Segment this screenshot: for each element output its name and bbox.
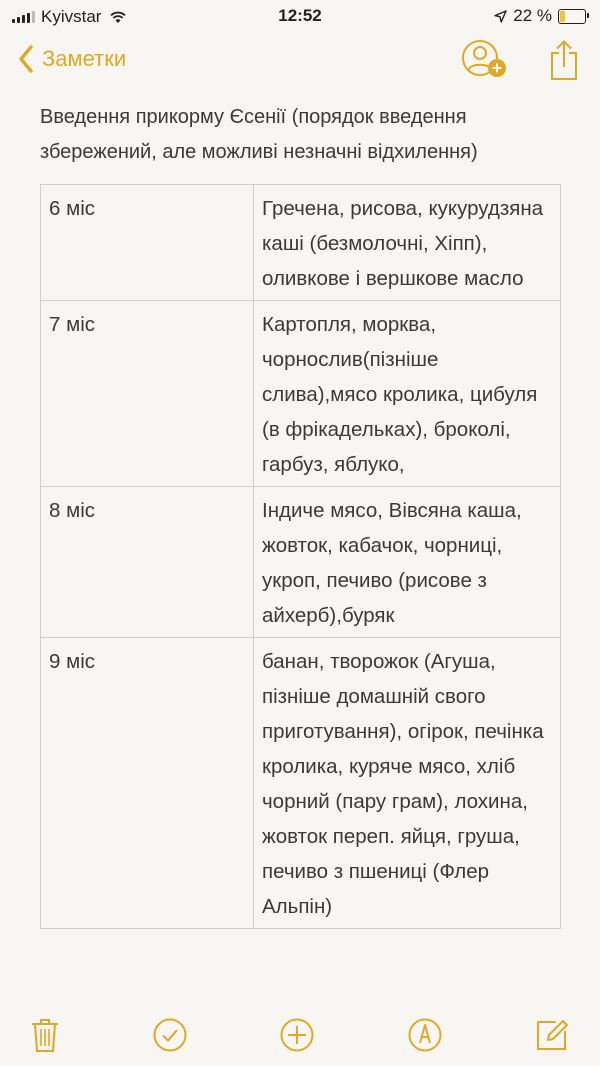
table-row[interactable] (41, 487, 561, 638)
age-cell[interactable]: 8 міс (41, 487, 254, 638)
foods-cell[interactable]: Індиче мясо, Вівсяна каша, жовток, кабачок, чорниці, укроп, печиво (рисове з айхерб),буряк (254, 487, 561, 638)
note-content[interactable] (40, 100, 562, 929)
foods-cell[interactable]: банан, творожок (Агуша, пізніше домашній свого приготування), огірок, печінка кролика, куряче мясо, хліб чорний (пару грам), лохина, жовток переп. яйця, груша, печиво з пшениці (Флер Альпін) (254, 638, 561, 929)
battery-icon (558, 9, 586, 24)
clock: 12:52 (278, 6, 322, 25)
trash-icon[interactable] (30, 1017, 60, 1053)
foods-cell[interactable]: Картопля, морква, чорнослив(пізніше слива),мясо кролика, цибуля (в фрікадельках), броколі, гарбуз, яблуко, (254, 301, 561, 487)
age-cell[interactable]: 9 міс (41, 638, 254, 929)
age-cell[interactable]: 6 міс (41, 185, 254, 301)
share-icon[interactable] (548, 39, 580, 81)
foods-cell[interactable]: Гречена, рисова, кукурудзяна каші (безмолочні, Хіпп), оливкове і вершкове масло (254, 185, 561, 301)
back-label: Заметки (42, 46, 127, 71)
feeding-table[interactable] (40, 184, 561, 929)
status-bar (0, 0, 600, 34)
markup-icon[interactable] (407, 1017, 443, 1053)
navigation-bar (0, 34, 600, 90)
table-row[interactable] (41, 301, 561, 487)
compose-icon[interactable] (534, 1017, 570, 1053)
note-title[interactable]: Введення прикорму Єсенії (порядок введення збережений, але можливі незначні відхилення) (40, 106, 478, 163)
checklist-icon[interactable] (152, 1017, 188, 1053)
location-arrow-icon (494, 10, 507, 23)
chevron-left-icon (18, 44, 34, 74)
add-person-icon[interactable] (460, 38, 510, 82)
add-icon[interactable] (279, 1017, 315, 1053)
table-row[interactable] (41, 185, 561, 301)
back-button[interactable] (18, 44, 126, 74)
battery-percent: 22 % (513, 6, 552, 25)
table-row[interactable] (41, 638, 561, 929)
carrier-label: Kyivstar (41, 7, 102, 26)
age-cell[interactable]: 7 міс (41, 301, 254, 487)
bottom-toolbar (0, 1003, 600, 1066)
